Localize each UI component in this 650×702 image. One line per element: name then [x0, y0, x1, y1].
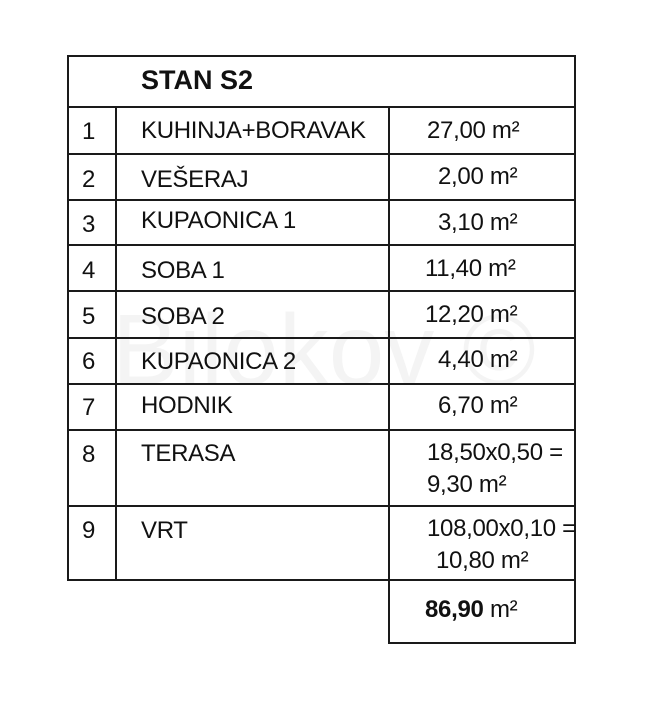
- room-area: 11,40 m²: [425, 255, 516, 282]
- room-area: 9,30 m²: [427, 471, 507, 498]
- row-number: 1: [82, 118, 96, 145]
- column-divider: [115, 106, 117, 581]
- row-number: 9: [82, 517, 96, 544]
- total-area: [425, 595, 517, 625]
- row-divider: [67, 505, 576, 507]
- room-area: 27,00 m²: [427, 117, 520, 144]
- row-number: 6: [82, 348, 96, 375]
- room-area: 4,40 m²: [438, 346, 518, 373]
- row-divider: [67, 290, 576, 292]
- room-name: HODNIK: [141, 392, 233, 419]
- total-value: 86,90: [425, 596, 484, 623]
- row-divider: [67, 383, 576, 385]
- room-area: 6,70 m²: [438, 392, 518, 419]
- room-area-formula: 108,00x0,10 =: [427, 515, 576, 542]
- column-divider: [388, 106, 390, 581]
- room-name: TERASA: [141, 440, 236, 467]
- room-name: KUHINJA+BORAVAK: [141, 117, 366, 144]
- total-unit: m²: [489, 596, 518, 623]
- room-area-formula: 18,50x0,50 =: [427, 439, 563, 466]
- room-name: SOBA 2: [141, 303, 225, 330]
- row-number: 7: [82, 394, 96, 421]
- row-divider: [67, 429, 576, 431]
- row-divider: [67, 244, 576, 246]
- row-number: 4: [82, 257, 96, 284]
- room-name: SOBA 1: [141, 257, 225, 284]
- row-divider: [67, 199, 576, 201]
- room-area: 2,00 m²: [438, 163, 518, 190]
- room-name: KUPAONICA 1: [141, 207, 296, 234]
- table-title: STAN S2: [141, 65, 254, 95]
- row-number: 8: [82, 441, 96, 468]
- room-name: VRT: [141, 517, 188, 544]
- row-divider: [67, 153, 576, 155]
- row-number: 5: [82, 303, 96, 330]
- row-divider: [67, 337, 576, 339]
- room-area: 10,80 m²: [436, 547, 529, 574]
- room-area: 3,10 m²: [438, 209, 518, 236]
- room-name: KUPAONICA 2: [141, 348, 296, 375]
- row-number: 2: [82, 166, 96, 193]
- room-area: 12,20 m²: [425, 301, 518, 328]
- room-name: VEŠERAJ: [141, 166, 249, 193]
- row-divider: [67, 106, 576, 108]
- row-number: 3: [82, 211, 96, 238]
